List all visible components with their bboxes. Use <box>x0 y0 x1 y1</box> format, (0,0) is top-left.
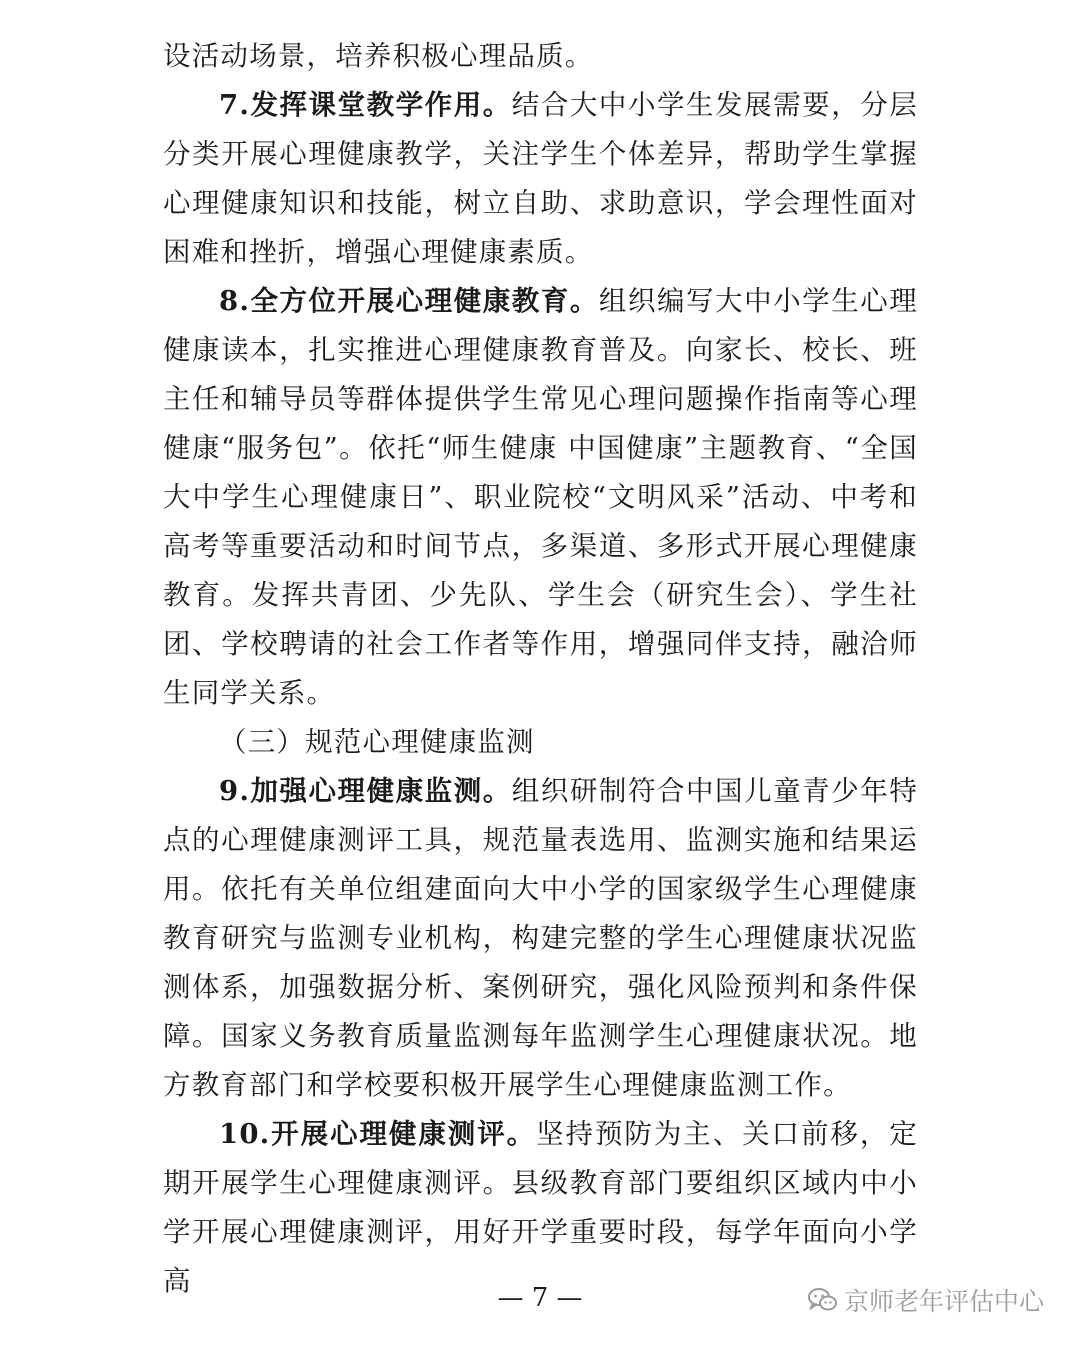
paragraph-text: 组织研制符合中国儿童青少年特点的心理健康测评工具，规范量表选用、监测实施和结果运用。依托有关单位组建面向大中小学的国家级学生心理健康教育研究与监测专业机构，构建完整的学生心理健康状况监测体系，加强数据分析、案例研究，强化风险预判和条件保障。国家义务教育质量监测每年监测学生心理健康状况。地方教育部门和学校要积极开展学生心理健康监测工作。 <box>163 775 918 1101</box>
paragraph-heading: 8.全方位开展心理健康教育。 <box>219 285 599 317</box>
wechat-icon <box>808 1287 838 1313</box>
paragraph-text: 结合大中小学生发展需要，分层分类开展心理健康教学，关注学生个体差异，帮助学生掌握心理健康知识和技能，树立自助、求助意识，学会理性面对困难和挫折，增强心理健康素质。 <box>163 89 918 268</box>
paragraph-item-7 <box>163 81 918 277</box>
document-body <box>163 32 918 1306</box>
paragraph-continuation <box>163 32 918 81</box>
paragraph-text: 设活动场景，培养积极心理品质。 <box>163 40 594 72</box>
paragraph-heading: 9.加强心理健康监测。 <box>219 775 512 807</box>
paragraph-text: 坚持预防为主、关口前移，定期开展学生心理健康测评。县级教育部门要组织区域内中小学开展心理健康测评，用好开学重要时段，每学年面向小学高 <box>163 1118 918 1297</box>
paragraph-heading: 7.发挥课堂教学作用。 <box>219 89 512 121</box>
page-number: — 7 — <box>497 1283 583 1313</box>
paragraph-item-9 <box>163 767 918 1110</box>
paragraph-heading: 10.开展心理健康测评。 <box>219 1118 537 1150</box>
paragraph-text: 组织编写大中小学生心理健康读本，扎实推进心理健康教育普及。向家长、校长、班主任和辅导员等群体提供学生常见心理问题操作指南等心理健康“服务包”。依托“师生健康 中国健康”主题教育、“全国大中学生心理健康日”、职业院校“文明风采”活动、中考和高考等重要活动和时间节点，多渠道、多形式开展心理健康教育。发挥共青团、少先队、学生会（研究生会）、学生社团、学校聘请的社会工作者等作用，增强同伴支持，融洽师生同学关系。 <box>163 285 918 709</box>
paragraph-item-8 <box>163 277 918 718</box>
paragraph-item-10 <box>163 1110 918 1306</box>
watermark-text: 京师老年评估中心 <box>843 1287 1044 1316</box>
watermark <box>808 1282 1044 1318</box>
section-heading: （三）规范心理健康监测 <box>219 726 535 758</box>
